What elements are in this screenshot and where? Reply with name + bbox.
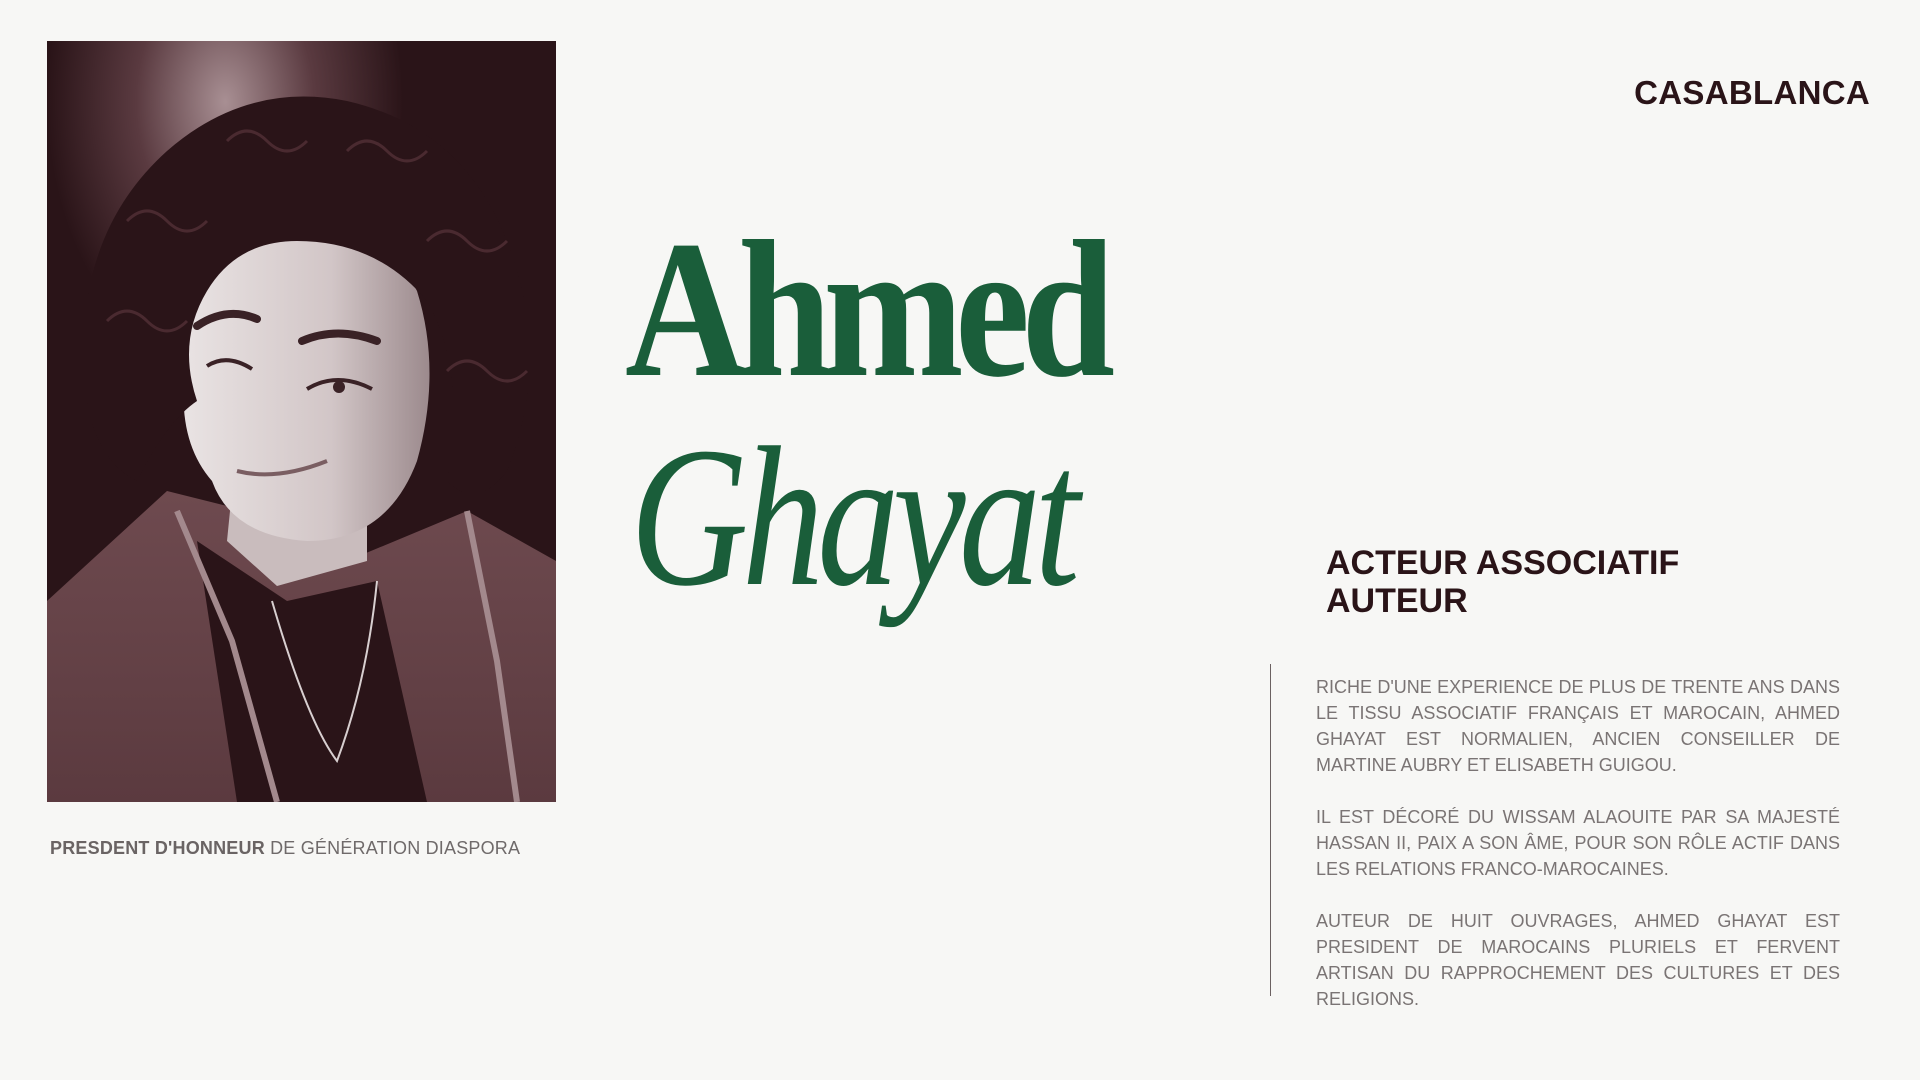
last-name: Ghayat <box>630 407 1074 628</box>
bio-paragraph-1: RICHE D'UNE EXPERIENCE DE PLUS DE TRENTE ANS DANS LE TISSU ASSOCIATIF FRANÇAIS ET MAROCAIN, AHMED GHAYAT EST NORMALIEN, ANCIEN CONSEILLER DE MARTINE AUBRY ET ELISABETH GUIGOU. <box>1316 677 1840 775</box>
portrait-illustration <box>47 41 556 802</box>
biography <box>1316 674 1840 1038</box>
role-line-2: AUTEUR <box>1326 582 1468 620</box>
role-line-1: ACTEUR ASSOCIATIF <box>1326 544 1680 582</box>
bio-paragraph-2: IL EST DÉCORÉ DU WISSAM ALAOUITE PAR SA MAJESTÉ HASSAN II, PAIX A SON ÂME, POUR SON RÔLE ACTIF DANS LES RELATIONS FRANCO-MAROCAINES. <box>1316 807 1840 879</box>
bio-paragraph-3: AUTEUR DE HUIT OUVRAGES, AHMED GHAYAT EST PRESIDENT DE MAROCAINS PLURIELS ET FERVENT ARTISAN DU RAPPROCHEMENT DES CULTURES ET DES RELIGIONS. <box>1316 911 1840 1009</box>
portrait-caption <box>50 838 520 859</box>
roles <box>1326 544 1679 620</box>
vertical-divider <box>1270 664 1271 996</box>
portrait-photo <box>47 41 556 802</box>
caption-title-rest: DE GÉNÉRATION DIASPORA <box>264 838 521 858</box>
first-name: Ahmed <box>625 201 1107 418</box>
caption-title-strong: PRESDENT D'HONNEUR <box>50 838 265 858</box>
city-label: CASABLANCA <box>1634 74 1870 111</box>
